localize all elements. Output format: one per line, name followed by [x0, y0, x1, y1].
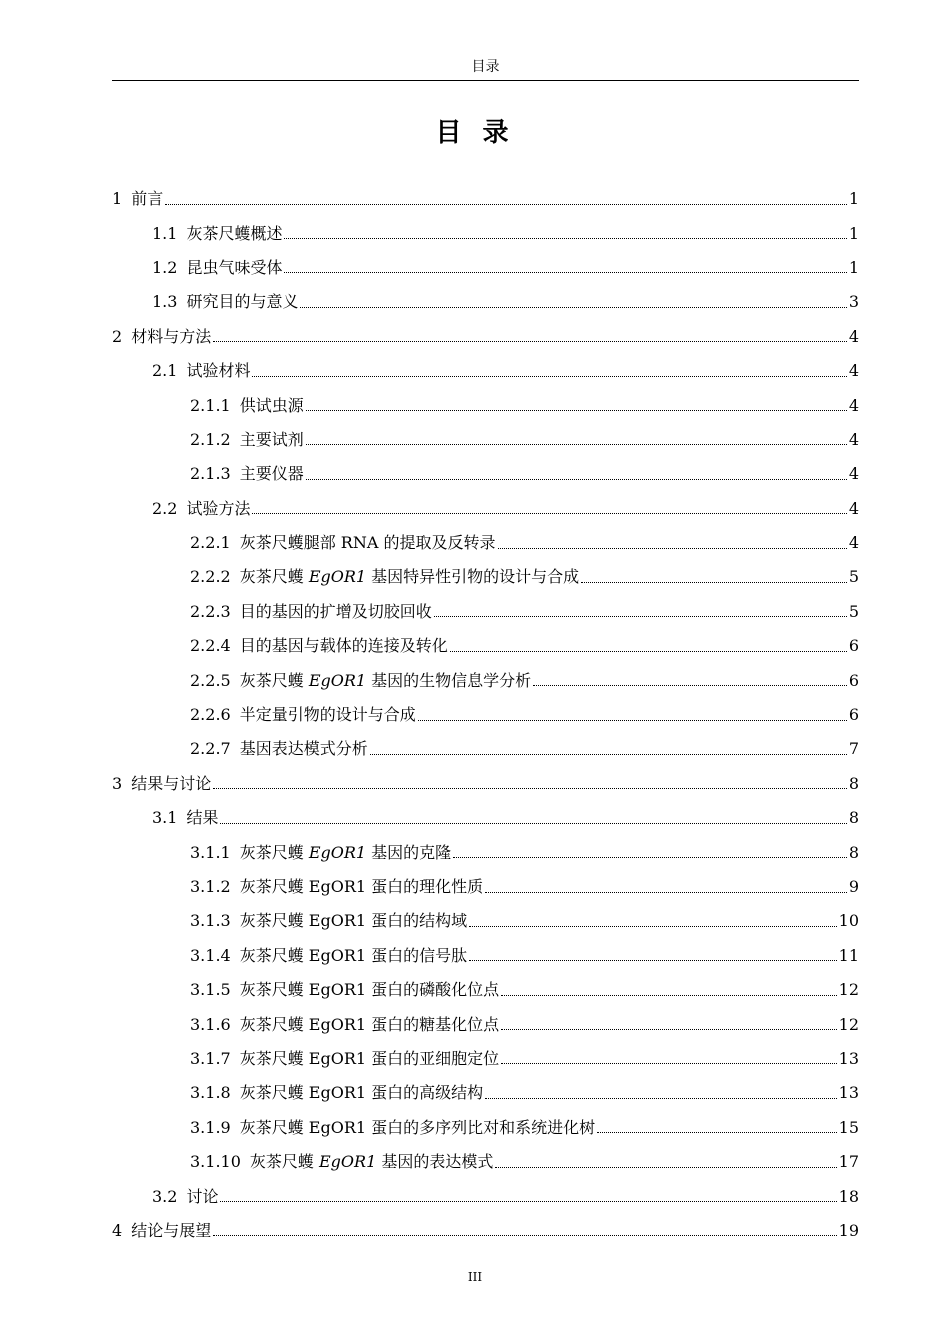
toc-entry-page-number: 12	[838, 1014, 859, 1034]
toc-entry-page-number: 4	[848, 395, 859, 415]
toc-entry[interactable]	[112, 1111, 859, 1145]
toc-entry-title: 灰茶尺蠖 EgOR1 蛋白的多序列比对和系统进化树	[239, 1117, 596, 1137]
toc-entry-title-part: 基因的生物信息学分析	[366, 670, 532, 690]
toc-entry[interactable]	[112, 320, 859, 354]
toc-entry-number: 3.1.7	[190, 1048, 231, 1068]
toc-entry-page-number: 8	[848, 808, 859, 828]
toc-entry-title-part: 灰茶尺蠖	[239, 842, 309, 862]
toc-entry[interactable]	[112, 835, 859, 869]
toc-entry-title: 主要试剂	[239, 429, 304, 449]
toc-entry-page-number: 5	[848, 567, 859, 587]
toc-entry-page-number: 8	[848, 773, 859, 793]
toc-entry-title: 灰茶尺蠖 EgOR1 蛋白的亚细胞定位	[239, 1048, 500, 1068]
toc-entry[interactable]	[112, 216, 859, 250]
toc-entry-title-part: 灰茶尺蠖	[239, 670, 309, 690]
toc-entry-page-number: 4	[848, 326, 859, 346]
toc-entry-page-number: 15	[838, 1117, 859, 1137]
toc-entry-page-number: 18	[838, 1186, 859, 1206]
toc-entry-title-part: 基因的克隆	[366, 842, 452, 862]
toc-entry-page-number: 4	[848, 429, 859, 449]
toc-entry-page-number: 1	[848, 223, 859, 243]
toc-entry-title: 灰茶尺蠖 EgOR1 蛋白的信号肽	[239, 945, 468, 965]
dot-leader	[495, 1147, 836, 1168]
dot-leader	[213, 1215, 836, 1236]
toc-entry-number: 3.1.6	[190, 1014, 231, 1034]
dot-leader	[306, 459, 847, 480]
toc-entry-number: 3.2	[152, 1186, 178, 1206]
toc-entry[interactable]	[112, 285, 859, 319]
dot-leader	[469, 940, 836, 961]
toc-entry-number: 1	[112, 189, 123, 209]
toc-entry-page-number: 19	[838, 1220, 859, 1240]
toc-entry[interactable]	[112, 423, 859, 457]
toc-entry-number: 3.1.1	[190, 842, 231, 862]
toc-entry-title: 半定量引物的设计与合成	[239, 705, 416, 725]
toc-entry-page-number: 13	[838, 1083, 859, 1103]
toc-entry-title: 材料与方法	[131, 326, 212, 346]
dot-leader	[485, 1078, 836, 1099]
toc-entry-title: 供试虫源	[239, 395, 304, 415]
toc-entry[interactable]	[112, 1042, 859, 1076]
gene-name-italic: EgOR1	[308, 842, 367, 862]
toc-entry-number: 2.1	[152, 361, 178, 381]
toc-entry[interactable]	[112, 251, 859, 285]
toc-entry-number: 3.1.10	[190, 1152, 241, 1172]
toc-entry-title: 前言	[131, 189, 164, 209]
toc-entry-title: 主要仪器	[239, 464, 304, 484]
toc-entry-title: 灰茶尺蠖概述	[186, 223, 283, 243]
toc-entry[interactable]	[112, 526, 859, 560]
toc-entry-title: 昆虫气味受体	[186, 257, 283, 277]
toc-entry-number: 2.1.1	[190, 395, 231, 415]
dot-leader	[453, 837, 847, 858]
toc-entry[interactable]	[112, 973, 859, 1007]
toc-entry-title: 灰茶尺蠖 EgOR1 蛋白的结构域	[239, 911, 468, 931]
toc-entry[interactable]	[112, 1145, 859, 1179]
toc-entry-page-number: 9	[848, 877, 859, 896]
toc-entry[interactable]	[112, 663, 859, 697]
toc-entry-number: 2.2.1	[190, 533, 231, 553]
toc-entry-page-number: 1	[848, 189, 859, 209]
toc-entry-number: 2.2.6	[190, 705, 231, 725]
toc-entry-page-number: 6	[848, 705, 859, 725]
toc-entry[interactable]	[112, 904, 859, 938]
toc-entry[interactable]	[112, 492, 859, 526]
toc-entry-page-number: 13	[838, 1048, 859, 1068]
toc-entry-number: 2.2.5	[190, 670, 231, 690]
toc-entry-page-number: 5	[848, 601, 859, 621]
toc-entry[interactable]	[112, 939, 859, 973]
dot-leader	[450, 631, 847, 652]
toc-entry-title: 结论与展望	[131, 1220, 212, 1240]
toc-entry[interactable]	[112, 457, 859, 491]
toc-entry[interactable]	[112, 1179, 859, 1213]
toc-entry-title: 灰茶尺蠖 EgOR1 蛋白的高级结构	[239, 1083, 484, 1103]
toc-entry[interactable]	[112, 1007, 859, 1041]
toc-entry[interactable]	[112, 698, 859, 732]
dot-leader	[252, 356, 846, 377]
page-title: 目 录	[435, 118, 515, 148]
toc-entry-title: 灰茶尺蠖腿部 RNA 的提取及反转录	[239, 533, 496, 553]
toc-entry-page-number: 4	[848, 498, 859, 518]
dot-leader	[300, 287, 846, 308]
toc-entry-title: 目的基因的扩增及切胶回收	[239, 601, 432, 621]
toc-entry-page-number: 10	[838, 911, 859, 931]
toc-entry[interactable]	[112, 870, 859, 904]
toc-entry-number: 3.1.3	[190, 911, 231, 931]
toc-entry-page-number: 6	[848, 670, 859, 690]
toc-entry-number: 4	[112, 1220, 123, 1240]
toc-entry-title: 试验方法	[186, 498, 251, 518]
toc-entry-number: 1.3	[152, 292, 178, 312]
running-header: 目录	[112, 56, 859, 81]
toc-entry-number: 2.2	[152, 498, 178, 518]
dot-leader	[306, 424, 847, 445]
toc-entry-number: 2.1.3	[190, 464, 231, 484]
dot-leader	[501, 975, 836, 996]
gene-name-italic: EgOR1	[308, 567, 367, 587]
dot-leader	[252, 493, 846, 514]
toc-entry-title	[240, 843, 451, 863]
toc-entry-number: 2.1.2	[190, 429, 231, 449]
toc-entry-page-number: 3	[848, 292, 859, 312]
toc-entry-title: 讨论	[186, 1186, 219, 1206]
toc-entry-number: 3.1.5	[190, 980, 231, 1000]
toc-entry-page-number: 12	[838, 980, 859, 1000]
toc-entry-title-part: 灰茶尺蠖	[239, 567, 309, 587]
toc-entry-number: 2.2.7	[190, 739, 231, 759]
toc-entry-title: 结果	[186, 808, 219, 828]
toc-entry-title: 目的基因与载体的连接及转化	[239, 636, 448, 656]
toc-entry-page-number: 4	[848, 464, 859, 484]
dot-leader	[418, 700, 847, 721]
toc-entry[interactable]	[112, 801, 859, 835]
toc-entry[interactable]	[112, 354, 859, 388]
toc-entry-title-part: 灰茶尺蠖	[249, 1152, 319, 1172]
dot-leader	[370, 734, 847, 755]
dot-leader	[501, 1009, 836, 1030]
dot-leader	[469, 906, 836, 927]
dot-leader	[213, 768, 847, 789]
toc-entry-page-number: 7	[848, 739, 859, 759]
toc-entry-title: 试验材料	[186, 361, 251, 381]
toc-entry-title: 结果与讨论	[131, 773, 212, 793]
toc-entry-title	[250, 1152, 493, 1172]
toc-entry[interactable]	[112, 767, 859, 801]
dot-leader	[213, 321, 847, 342]
dot-leader	[485, 872, 847, 893]
toc-entry-number: 3.1.9	[190, 1117, 231, 1137]
table-of-contents	[112, 182, 859, 1248]
dot-leader	[220, 1181, 836, 1202]
toc-entry[interactable]	[112, 560, 859, 594]
toc-entry-page-number: 11	[838, 945, 859, 965]
toc-entry-title: 灰茶尺蠖 EgOR1 蛋白的糖基化位点	[239, 1014, 500, 1034]
toc-entry-title-part: 基因特异性引物的设计与合成	[366, 567, 580, 587]
toc-entry-number: 2.2.3	[190, 601, 231, 621]
toc-entry[interactable]	[112, 1214, 859, 1248]
page-number: III	[467, 1270, 483, 1284]
toc-entry-number: 3	[112, 773, 123, 793]
toc-entry-number: 2.2.4	[190, 636, 231, 656]
toc-entry-number: 1.1	[152, 223, 178, 243]
toc-entry-number: 3.1.2	[190, 877, 231, 896]
dot-leader	[501, 1043, 836, 1064]
dot-leader	[284, 218, 846, 239]
toc-entry-title: 灰茶尺蠖 EgOR1 蛋白的磷酸化位点	[239, 980, 500, 1000]
toc-entry[interactable]	[112, 595, 859, 629]
dot-leader	[165, 184, 847, 205]
toc-entry-title	[240, 671, 531, 691]
toc-entry-title: 基因表达模式分析	[239, 739, 368, 759]
toc-entry-number: 2.2.2	[190, 567, 231, 587]
toc-entry[interactable]	[112, 732, 859, 766]
toc-entry-number: 1.2	[152, 257, 178, 277]
dot-leader	[581, 562, 847, 583]
gene-name-italic: EgOR1	[308, 670, 367, 690]
toc-entry-page-number: 8	[848, 842, 859, 862]
dot-leader	[434, 596, 847, 617]
toc-entry[interactable]	[112, 1076, 859, 1110]
toc-entry-title-part: 基因的表达模式	[376, 1152, 494, 1172]
toc-entry-number: 3.1	[152, 808, 178, 828]
toc-entry-number: 3.1.4	[190, 945, 231, 965]
toc-entry-page-number: 6	[848, 636, 859, 656]
gene-name-italic: EgOR1	[318, 1152, 377, 1172]
toc-entry-title: 灰茶尺蠖 EgOR1 蛋白的理化性质	[239, 877, 484, 896]
toc-entry-page-number: 4	[848, 533, 859, 553]
toc-entry[interactable]	[112, 629, 859, 663]
dot-leader	[533, 665, 847, 686]
toc-entry-title	[240, 567, 579, 587]
toc-entry[interactable]	[112, 182, 859, 216]
dot-leader	[498, 528, 847, 549]
dot-leader	[306, 390, 847, 411]
dot-leader	[597, 1112, 836, 1133]
toc-entry-number: 3.1.8	[190, 1083, 231, 1103]
toc-entry-number: 2	[112, 326, 123, 346]
toc-entry[interactable]	[112, 388, 859, 422]
dot-leader	[220, 803, 846, 824]
toc-entry-page-number: 17	[838, 1152, 859, 1172]
toc-entry-title: 研究目的与意义	[186, 292, 299, 312]
dot-leader	[284, 252, 846, 273]
toc-entry-page-number: 4	[848, 361, 859, 381]
toc-entry-page-number: 1	[848, 257, 859, 277]
